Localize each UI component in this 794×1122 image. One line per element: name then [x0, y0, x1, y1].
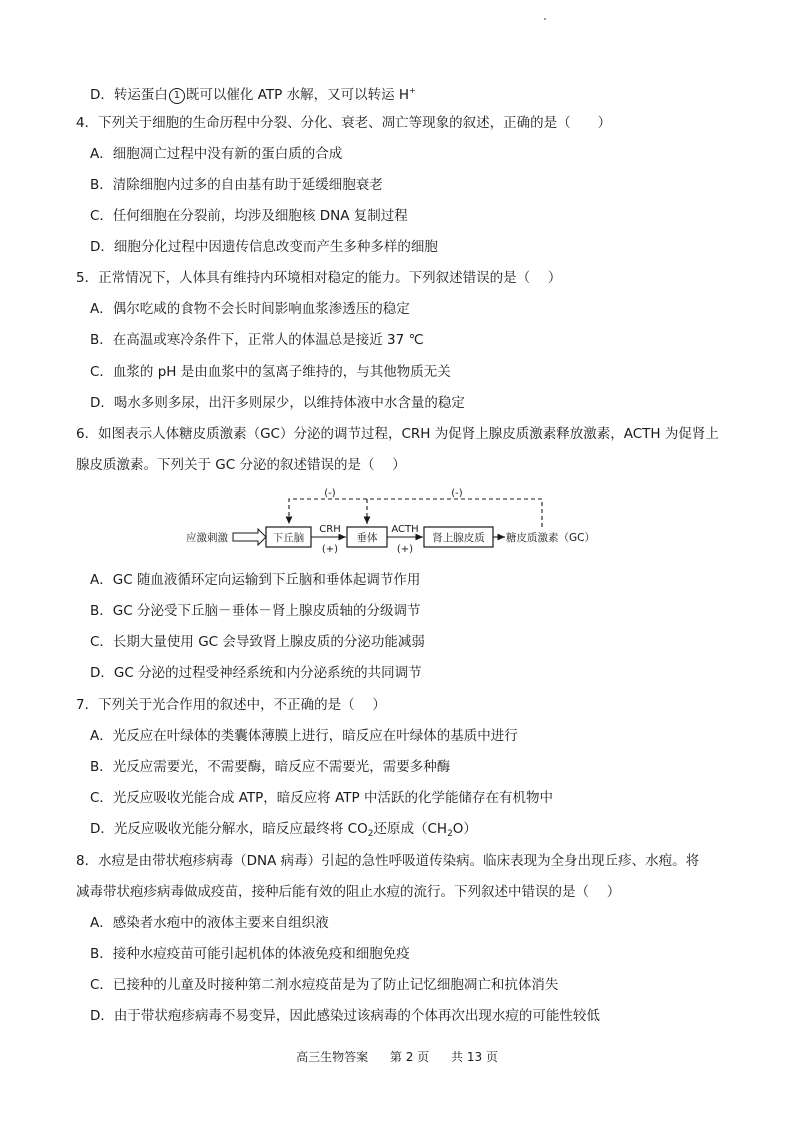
q5-option-d: D．喝水多则多尿，出汗多则尿少，以维持体液中水含量的稳定	[90, 395, 465, 411]
feedback-line-outer	[289, 499, 542, 527]
q8-option-a: A．感染者水疱中的液体主要来自组织液	[90, 915, 329, 931]
subscript: 2	[447, 829, 453, 839]
pituitary-label: 垂体	[356, 532, 378, 544]
gc-label: 糖皮质激素（GC）	[506, 532, 595, 544]
q6-option-d: D．GC 分泌的过程受神经系统和内分泌系统的共同调节	[90, 665, 422, 681]
footer-subject: 高三生物答案	[296, 1050, 369, 1064]
q6-stem-line1: 6．如图表示人体糖皮质激素（GC）分泌的调节过程，CRH 为促肾上腺皮质激素释放激素，ACTH 为促肾上	[76, 426, 719, 442]
q6-stem-line2: 腺皮质激素。下列关于 GC 分泌的叙述错误的是（ ）	[76, 457, 406, 473]
stimulus-label: 应激刺激	[186, 532, 228, 544]
q7-option-c: C．光反应吸收光能合成 ATP，暗反应将 ATP 中活跃的化学能储存在有机物中	[90, 790, 553, 806]
q4-option-c: C．任何细胞在分裂前，均涉及细胞核 DNA 复制过程	[90, 208, 408, 224]
q3-option-d: D．转运蛋白 1 既可以催化 ATP 水解，又可以转运 H+	[90, 86, 416, 103]
q4-stem: 4．下列关于细胞的生命历程中分裂、分化、衰老、凋亡等现象的叙述，正确的是（ ）	[76, 115, 612, 131]
plus-label-1: (+)	[321, 544, 339, 555]
acth-label: ACTH	[391, 524, 419, 535]
footer-total: 共 13 页	[451, 1050, 498, 1064]
hollow-arrow-icon	[233, 529, 266, 545]
q8-stem-line1: 8．水痘是由带状疱疹病毒（DNA 病毒）引起的急性呼吸道传染病。临床表现为全身出现丘疹、水疱。将	[76, 853, 700, 869]
q8-option-b: B．接种水痘疫苗可能引起机体的体液免疫和细胞免疫	[90, 946, 410, 962]
q8-stem-line2: 减毒带状疱疹病毒做成疫苗，接种后能有效的阻止水痘的流行。下列叙述中错误的是（ ）	[76, 884, 621, 900]
q7-stem: 7．下列关于光合作用的叙述中，不正确的是（ ）	[76, 697, 386, 713]
q4-option-a: A．细胞凋亡过程中没有新的蛋白质的合成	[90, 146, 343, 162]
negative-label-1: (-)	[324, 488, 336, 499]
q8-option-d: D．由于带状疱疹病毒不易变异，因此感染过该病毒的个体再次出现水痘的可能性较低	[90, 1008, 600, 1024]
q5-stem: 5．正常情况下，人体具有维持内环境相对稳定的能力。下列叙述错误的是（ ）	[76, 270, 562, 286]
negative-label-2: (-)	[451, 488, 463, 499]
q5-option-b: B．在高温或寒冷条件下，正常人的体温总是接近 37 ℃	[90, 332, 424, 348]
q8-option-c: C．已接种的儿童及时接种第二剂水痘疫苗是为了防止记忆细胞凋亡和抗体消失	[90, 977, 559, 993]
superscript: +	[409, 86, 416, 95]
q7-option-a: A．光反应在叶绿体的类囊体薄膜上进行，暗反应在叶绿体的基质中进行	[90, 728, 518, 744]
q5-option-a: A．偶尔吃咸的食物不会长时间影响血浆渗透压的稳定	[90, 301, 410, 317]
crh-label: CRH	[319, 524, 341, 535]
circled-number: 1	[169, 88, 185, 104]
hypothalamus-label: 下丘脑	[272, 532, 305, 544]
q6-option-c: C．长期大量使用 GC 会导致肾上腺皮质的分泌功能减弱	[90, 634, 425, 650]
q6-option-a: A．GC 随血液循环定向运输到下丘脑和垂体起调节作用	[90, 572, 421, 588]
q4-option-b: B．清除细胞内过多的自由基有助于延缓细胞衰老	[90, 177, 383, 193]
footer-page: 第 2 页	[389, 1050, 430, 1064]
q5-option-c: C．血浆的 pH 是由血浆中的氢离子维持的，与其他物质无关	[90, 364, 451, 380]
plus-label-2: (+)	[396, 544, 414, 555]
subscript: 2	[367, 829, 374, 839]
q7-option-b: B．光反应需要光，不需要酶，暗反应不需要光，需要多种酶	[90, 759, 451, 775]
q7-option-d: D．光反应吸收光能分解水，暗反应最终将 $CO_2$还原成$(CH_2O)$	[90, 821, 477, 839]
adrenal-cortex-label: 肾上腺皮质	[432, 532, 485, 544]
page-footer	[0, 1048, 794, 1065]
q6-option-b: B．GC 分泌受下丘脑－垂体－肾上腺皮质轴的分级调节	[90, 603, 421, 619]
q4-option-d: D．细胞分化过程中因遗传信息改变而产生多种多样的细胞	[90, 239, 438, 255]
